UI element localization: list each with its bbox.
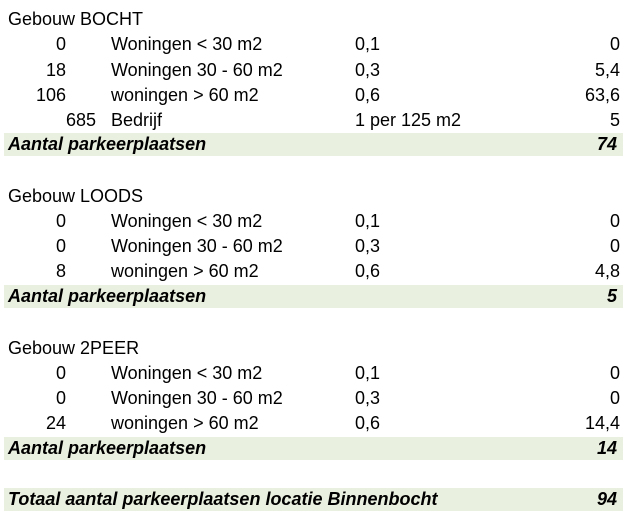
count-cell: 106 <box>35 85 66 105</box>
count-cell: 8 <box>55 261 66 281</box>
type-cell: Woningen 30 - 60 m2 <box>111 60 283 80</box>
result-cell: 0 <box>609 211 620 231</box>
table-row <box>0 411 632 436</box>
section-title-loods: Gebouw LOODS <box>8 186 144 206</box>
total-label: Aantal parkeerplaatsen <box>8 438 207 458</box>
type-cell: Woningen < 30 m2 <box>111 363 263 383</box>
factor-cell: 0,1 <box>355 363 381 383</box>
type-cell: woningen > 60 m2 <box>111 413 259 433</box>
result-cell: 5 <box>609 110 620 130</box>
section-title-bocht: Gebouw BOCHT <box>8 9 144 29</box>
type-cell: woningen > 60 m2 <box>111 85 259 105</box>
count-cell: 24 <box>45 413 66 433</box>
factor-cell: 0,3 <box>355 388 381 408</box>
type-cell: Woningen < 30 m2 <box>111 34 263 54</box>
grand-total-row <box>4 488 623 511</box>
count-cell: 18 <box>45 60 66 80</box>
factor-cell: 0,1 <box>355 211 381 231</box>
count-cell: 0 <box>55 388 66 408</box>
grand-total-value: 94 <box>596 489 617 509</box>
total-value: 14 <box>596 438 617 458</box>
count-cell: 685 <box>65 110 96 130</box>
result-cell: 0 <box>609 388 620 408</box>
count-cell: 0 <box>55 34 66 54</box>
section-title-2peer: Gebouw 2PEER <box>8 338 140 358</box>
grand-total-label: Totaal aantal parkeerplaatsen locatie Binnenbocht <box>8 489 438 509</box>
factor-cell: 0,3 <box>355 236 381 256</box>
count-cell: 0 <box>55 363 66 383</box>
table-row <box>0 259 632 284</box>
table-row <box>0 32 632 57</box>
factor-cell: 0,6 <box>355 261 381 281</box>
table-row <box>0 386 632 411</box>
result-cell: 0 <box>609 236 620 256</box>
factor-cell: 0,6 <box>355 413 381 433</box>
table-row <box>0 83 632 108</box>
total-label: Aantal parkeerplaatsen <box>8 286 207 306</box>
total-value: 5 <box>606 286 617 306</box>
count-cell: 0 <box>55 211 66 231</box>
count-cell: 0 <box>55 236 66 256</box>
result-cell: 0 <box>609 363 620 383</box>
type-cell: Woningen 30 - 60 m2 <box>111 388 283 408</box>
type-cell: Bedrijf <box>111 110 163 130</box>
type-cell: Woningen < 30 m2 <box>111 211 263 231</box>
factor-cell: 1 per 125 m2 <box>355 110 462 130</box>
result-cell: 0 <box>609 34 620 54</box>
result-cell: 4,8 <box>594 261 620 281</box>
table-row <box>0 58 632 83</box>
total-label: Aantal parkeerplaatsen <box>8 134 207 154</box>
total-value: 74 <box>596 134 617 154</box>
type-cell: Woningen 30 - 60 m2 <box>111 236 283 256</box>
section-total-row <box>4 133 623 156</box>
factor-cell: 0,6 <box>355 85 381 105</box>
result-cell: 63,6 <box>584 85 620 105</box>
result-cell: 5,4 <box>594 60 620 80</box>
table-row <box>0 361 632 386</box>
section-total-row <box>4 437 623 460</box>
factor-cell: 0,3 <box>355 60 381 80</box>
table-row <box>0 234 632 259</box>
type-cell: woningen > 60 m2 <box>111 261 259 281</box>
table-row <box>0 209 632 234</box>
factor-cell: 0,1 <box>355 34 381 54</box>
table-row <box>0 108 632 133</box>
section-total-row <box>4 285 623 308</box>
result-cell: 14,4 <box>584 413 620 433</box>
